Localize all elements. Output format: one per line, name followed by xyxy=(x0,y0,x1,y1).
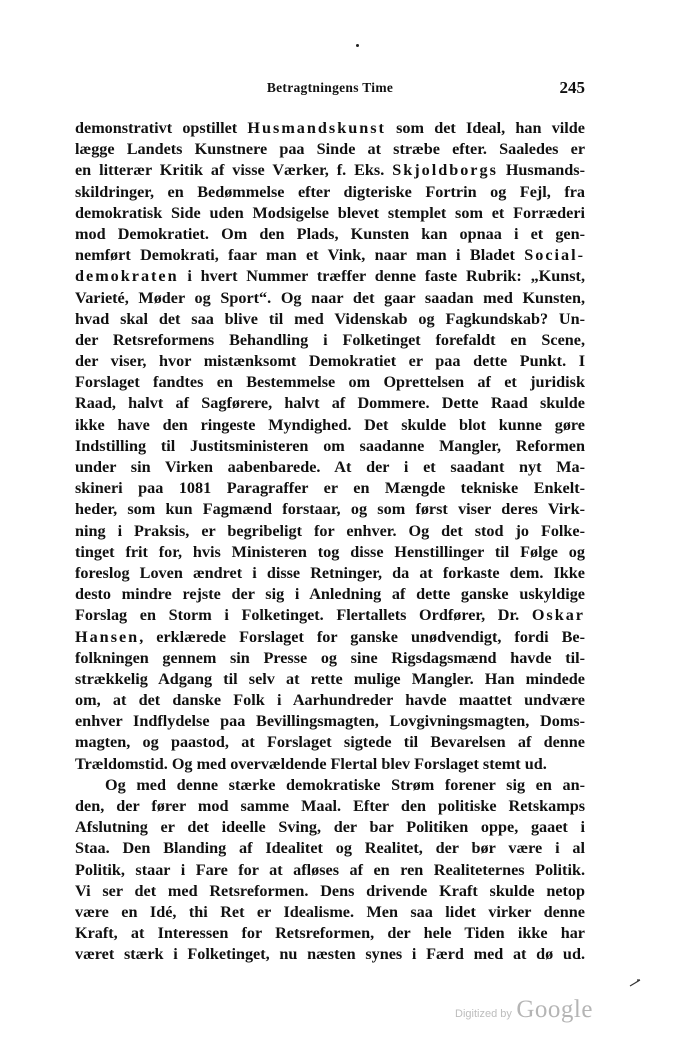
text-line: været stærk i Folketinget, nu næsten synes i Færd med at dø ud. xyxy=(75,945,585,964)
text-line: en litterær Kritik af visse Værker, f. Eks. Skjoldborgs Husmands- xyxy=(75,161,585,180)
text-line: lægge Landets Kunstnere paa Sinde at stræbe efter. Saaledes er xyxy=(75,140,585,159)
text-line: der viser, hvor mistænksomt Demokratiet er paa dette Punkt. I xyxy=(75,352,585,371)
text-line: heder, som kun Fagmænd forstaar, og som først viser deres Virk- xyxy=(75,500,585,519)
text-line: nemført Demokrati, faar man et Vink, naar man i Bladet Social- xyxy=(75,246,585,265)
page-header xyxy=(75,78,585,100)
text-line: Forslaget fandtes en Bestemmelse om Oprettelsen af et juridisk xyxy=(75,373,585,392)
text-line: Staa. Den Blanding af Idealitet og Realitet, der bør være i al xyxy=(75,839,585,858)
watermark-prefix: Digitized by xyxy=(455,1008,512,1020)
margin-mark xyxy=(629,979,641,987)
text-line: Vi ser det med Retsreformen. Dens drivende Kraft skulde netop xyxy=(75,881,585,900)
watermark-brand: Google xyxy=(516,996,593,1023)
text-line: Indstilling til Justitsministeren om saadanne Mangler, Reformen xyxy=(75,436,585,455)
text-line: Varieté, Møder og Sport“. Og naar det gaar saadan med Kunsten, xyxy=(75,288,585,307)
google-watermark xyxy=(455,996,593,1024)
text-line: der Retsreformens Behandling i Folketinget forefaldt en Scene, xyxy=(75,330,585,349)
text-line: ning i Praksis, er begribeligt for enhver. Og det stod jo Folke- xyxy=(75,521,585,540)
text-line: Politik, staar i Fare for at afløses af en ren Realiteternes Politik. xyxy=(75,860,585,879)
text-line: mod Demokratiet. Om den Plads, Kunsten kan opnaa i et gen- xyxy=(75,224,585,243)
text-line: Afslutning er det ideelle Sving, der bar Politiken oppe, gaaet i xyxy=(75,818,585,837)
text-line: være en Idé, thi Ret er Idealisme. Men saa lidet virker denne xyxy=(75,902,585,921)
text-line: magten, og paastod, at Forslaget sigtede til Bevarelsen af denne xyxy=(75,733,585,752)
text-line: Hansen, erklærede Forslaget for ganske unødvendigt, fordi Be- xyxy=(75,627,585,646)
text-line: Og med denne stærke demokratiske Strøm forener sig en an- xyxy=(105,775,585,794)
text-line: desto mindre rejste der sig i Anledning af dette ganske uskyldige xyxy=(75,585,585,604)
running-title: Betragtningens Time xyxy=(266,80,394,95)
text-line: skineri paa 1081 Paragraffer er en Mængde tekniske Enkelt- xyxy=(75,479,585,498)
text-line: Trældomstid. Og med overvældende Flertal blev Forslaget stemt ud. xyxy=(75,754,547,773)
text-line: strækkelig Adgang til selv at rette mulige Mangler. Han mindede xyxy=(75,669,585,688)
page-number: 245 xyxy=(559,78,585,97)
text-line: ikke have den ringeste Myndighed. Det skulde blot kunne gøre xyxy=(75,415,585,434)
text-line: den, der fører mod samme Maal. Efter den politiske Retskamps xyxy=(75,797,585,815)
ink-dot xyxy=(356,44,359,47)
text-line: foreslog Loven ændret i disse Retninger, da at forkaste dem. Ikke xyxy=(75,563,585,582)
text-line: demokraten i hvert Nummer træffer denne faste Rubrik: „Kunst, xyxy=(75,267,585,286)
text-line: demokratisk Side uden Modsigelse blevet stemplet som et Forræderi xyxy=(75,203,585,222)
text-line: tinget frit for, hvis Ministeren tog disse Henstillinger til Følge og xyxy=(75,542,585,561)
text-line: Kraft, at Interessen for Retsreformen, der hele Tiden ikke har xyxy=(75,924,585,943)
text-line: demonstrativt opstillet Husmandskunst som det Ideal, han vilde xyxy=(75,119,585,137)
text-line: Forslag en Storm i Folketinget. Flertallets Ordfører, Dr. Oskar xyxy=(75,606,585,625)
text-line: under sin Virken aabenbarede. At der i et saadant nyt Ma- xyxy=(75,458,585,476)
text-line: skildringer, en Bedømmelse efter digteriske Fortrin og Fejl, fra xyxy=(75,182,585,201)
text-line: om, at det danske Folk i Aarhundreder havde maattet undvære xyxy=(75,691,585,710)
text-line: enhver Indflydelse paa Bevillingsmagten, Lovgivningsmagten, Doms- xyxy=(75,712,585,731)
text-line: folkningen gennem sin Presse og sine Rigsdagsmænd havde til- xyxy=(75,648,585,667)
text-line: Raad, halvt af Sagførere, halvt af Dommere. Dette Raad skulde xyxy=(75,394,585,413)
text-line: hvad skal det saa blive til med Videnskab og Fagkundskab? Un- xyxy=(75,309,585,328)
body-text xyxy=(75,118,585,966)
